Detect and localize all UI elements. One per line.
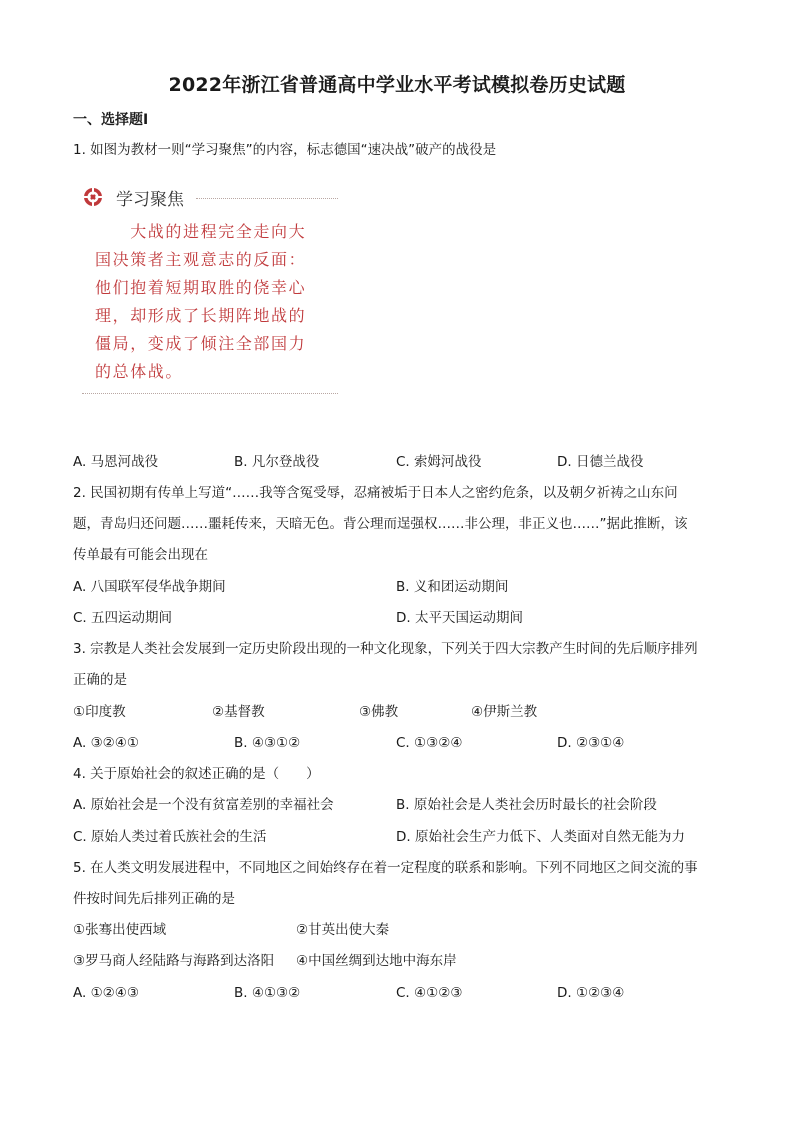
q4-option-c: C. 原始人类过着氏族社会的生活 — [73, 829, 267, 845]
q1-option-d: D. 日德兰战役 — [557, 454, 644, 470]
q1-option-a: A. 马恩河战役 — [73, 454, 159, 470]
question-5-stem: 5. 在人类文明发展进程中，不同地区之间始终存在着一定程度的联系和影响。下列不同地区之间交流的事 — [73, 860, 698, 876]
q5-option-c: C. ④①②③ — [396, 985, 463, 1001]
q5-item: ④中国丝绸到达地中海东岸 — [296, 953, 457, 969]
q1-option-c: C. 索姆河战役 — [396, 454, 482, 470]
q2-option-b: B. 义和团运动期间 — [396, 579, 509, 595]
focus-heading: 学习聚焦 — [116, 190, 184, 210]
question-2-stem: 题，青岛归还问题……噩耗传来，天暗无色。背公理而逞强权……非公理，非正义也……”据此推断，该 — [73, 516, 688, 532]
q2-option-c: C. 五四运动期间 — [73, 610, 173, 626]
question-3-stem: 正确的是 — [73, 672, 127, 688]
q3-item: ①印度教 — [73, 704, 126, 720]
q5-option-d: D. ①②③④ — [557, 985, 625, 1001]
q5-item: ①张骞出使西域 — [73, 922, 167, 938]
question-2-stem: 2. 民国初期有传单上写道“……我等含冤受辱，忍痛被垢于日本人之密约危条，以及朝夕祈祷之山东问 — [73, 485, 678, 501]
q2-option-a: A. 八国联军侵华战争期间 — [73, 579, 226, 595]
focus-line: 的总体战。 — [95, 362, 184, 381]
q5-option-b: B. ④①③② — [234, 985, 301, 1001]
q5-item: ③罗马商人经陆路与海路到达洛阳 — [73, 953, 275, 969]
divider — [82, 393, 338, 394]
focus-target-icon — [83, 187, 103, 207]
q2-option-d: D. 太平天国运动期间 — [396, 610, 523, 626]
section-heading: 一、选择题Ⅰ — [73, 112, 149, 128]
focus-line: 他们抱着短期取胜的侥幸心 — [95, 278, 307, 297]
q4-option-a: A. 原始社会是一个没有贫富差别的幸福社会 — [73, 797, 334, 813]
focus-line: 理，却形成了长期阵地战的 — [95, 306, 307, 325]
focus-line: 大战的进程完全走向大 — [95, 222, 307, 241]
q1-option-b: B. 凡尔登战役 — [234, 454, 320, 470]
q3-option-b: B. ④③①② — [234, 735, 301, 751]
q4-option-b: B. 原始社会是人类社会历时最长的社会阶段 — [396, 797, 657, 813]
study-focus-box — [80, 180, 338, 398]
q3-option-a: A. ③②④① — [73, 735, 139, 751]
divider — [196, 198, 338, 199]
q5-option-a: A. ①②④③ — [73, 985, 139, 1001]
focus-text — [95, 218, 335, 386]
focus-line: 僵局，变成了倾注全部国力 — [95, 334, 307, 353]
question-5-stem: 件按时间先后排列正确的是 — [73, 891, 235, 907]
page-title: 2022年浙江省普通高中学业水平考试模拟卷历史试题 — [168, 74, 626, 96]
q3-option-c: C. ①③②④ — [396, 735, 463, 751]
q3-item: ②基督教 — [212, 704, 265, 720]
question-2-stem: 传单最有可能会出现在 — [73, 547, 208, 563]
q4-option-d: D. 原始社会生产力低下、人类面对自然无能为力 — [396, 829, 685, 845]
question-3-stem: 3. 宗教是人类社会发展到一定历史阶段出现的一种文化现象，下列关于四大宗教产生时间的先后顺序排列 — [73, 641, 698, 657]
q3-item: ③佛教 — [359, 704, 399, 720]
q5-item: ②甘英出使大秦 — [296, 922, 390, 938]
q3-option-d: D. ②③①④ — [557, 735, 625, 751]
question-1-stem: 1. 如图为教材一则“学习聚焦”的内容，标志德国“速决战”破产的战役是 — [73, 142, 497, 158]
question-4-stem: 4. 关于原始社会的叙述正确的是（ ） — [73, 766, 320, 782]
q3-item: ④伊斯兰教 — [471, 704, 538, 720]
focus-line: 国决策者主观意志的反面： — [95, 250, 307, 269]
